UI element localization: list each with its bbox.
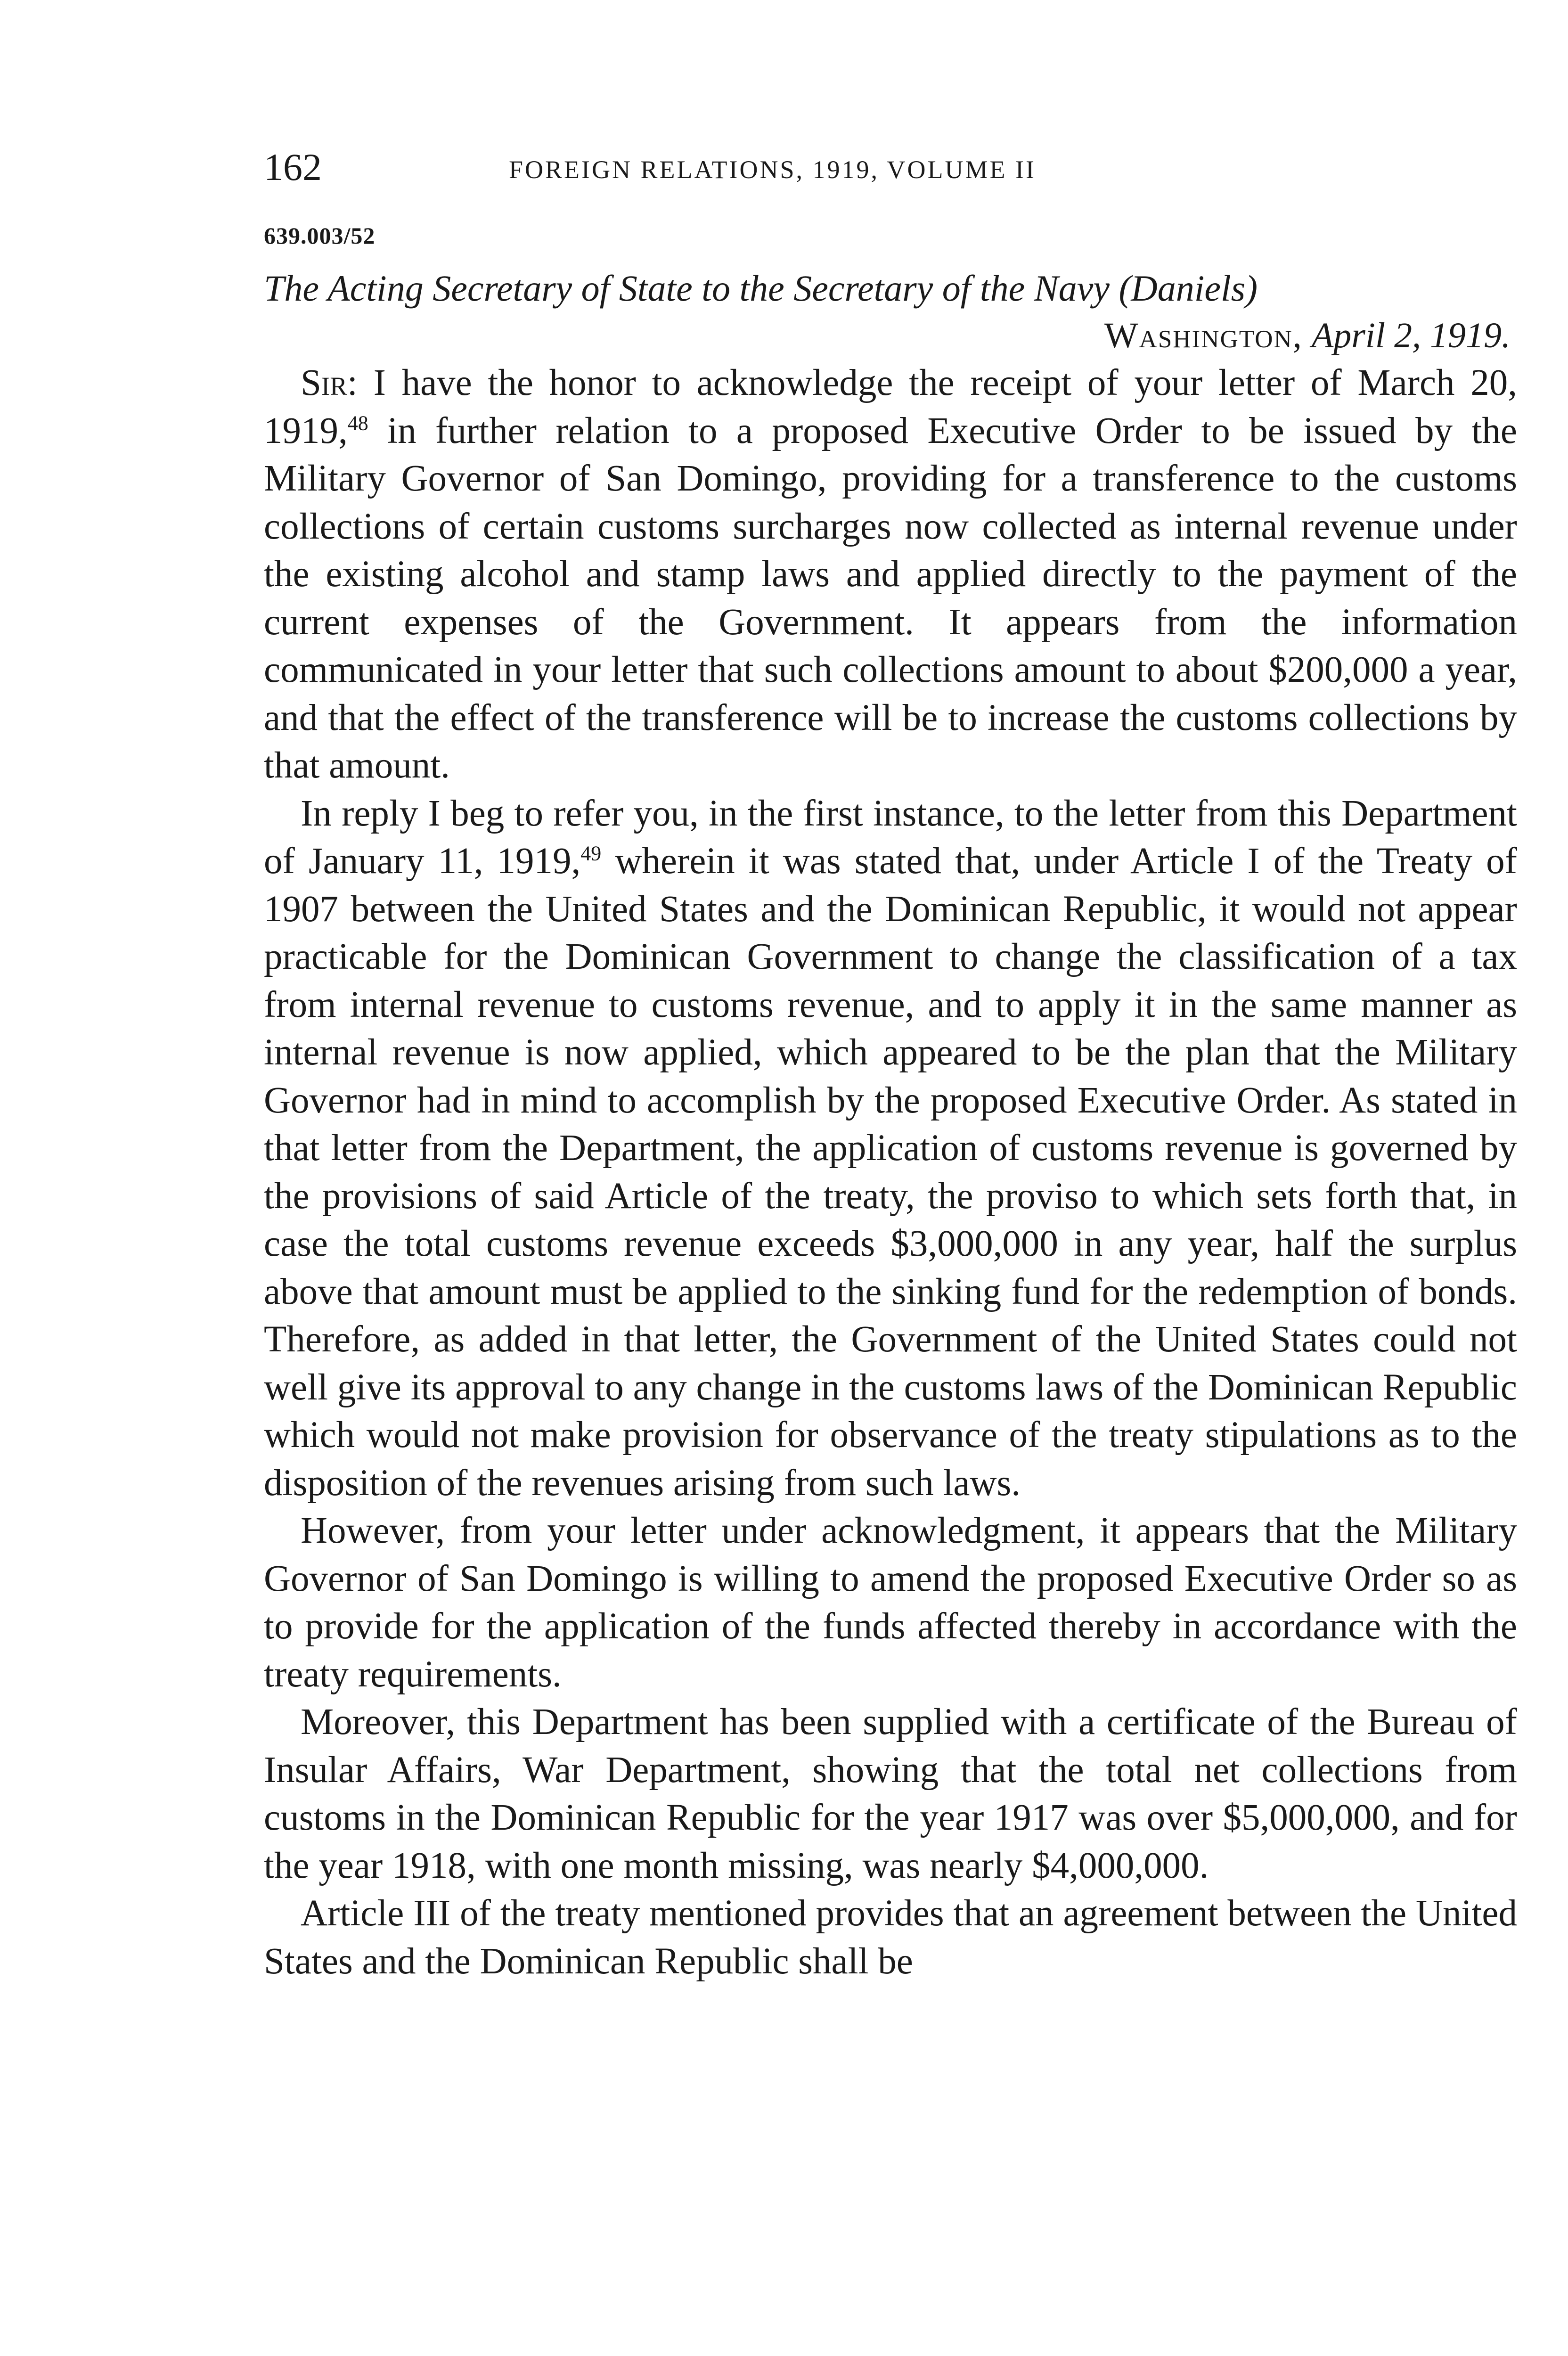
paragraph-3: However, from your letter under acknowledgment, it appears that the Military Governor of San Domingo is willing to amend the proposed Executive Order so as to provide for the application of the funds affected thereby in accordance with the treaty requirements.	[264, 1510, 1517, 1695]
paragraph-5: Article III of the treaty mentioned provides that an agreement between the United States and the Dominican Republic shall be	[264, 1893, 1517, 1982]
file-number: 639.003/52	[264, 222, 376, 249]
document-title: The Acting Secretary of State to the Secretary of the Navy (Daniels)	[264, 268, 1258, 309]
letter-body	[264, 359, 1517, 1985]
dateline-place: Washington,	[1104, 316, 1303, 355]
dateline-date: April 2, 1919.	[1311, 316, 1511, 355]
paragraph-1	[264, 359, 1517, 790]
page-number: 162	[264, 146, 322, 188]
footnote-ref-49: 49	[580, 842, 602, 865]
paragraph-2-text-b: wherein it was stated that, under Article I of the Treaty of 1907 between the United States and the Dominican Republic, it would not appear practicable for the Dominican Government to change the classification of a tax from internal revenue to customs revenue, and to apply it in the same manner as internal revenue is now applied, which appeared to be the plan that the Military Governor had in mind to accomplish by the proposed Executive Order. As stated in that letter from the Department, the application of customs revenue is governed by the provisions of said Article of the treaty, the proviso to which sets forth that, in case the total customs revenue exceeds $3,000,000 in any year, half the surplus above that amount must be applied to the sinking fund for the redemption of bonds. Therefore, as added in that letter, the Government of the United States could not well give its approval to any change in the customs laws of the Dominican Republic which would not make provision for observance of the treaty stipulations as to the disposition of the revenues arising from such laws.	[264, 841, 1517, 1504]
running-title: FOREIGN RELATIONS, 1919, VOLUME II	[509, 155, 1036, 184]
paragraph-4: Moreover, this Department has been supplied with a certificate of the Bureau of Insular Affairs, War Department, showing that the total net collections from customs in the Dominican Republic for the year 1917 was over $5,000,000, and for the year 1918, with one month missing, was nearly $4,000,000.	[264, 1702, 1517, 1886]
running-head	[264, 141, 1517, 193]
document-page	[264, 141, 1517, 1985]
footnote-ref-48: 48	[347, 411, 368, 435]
paragraph-2	[264, 790, 1517, 1507]
paragraph-1-text-b: in further relation to a proposed Executive Order to be issued by the Military Governor of San Domingo, providing for a transference to the customs collections of certain customs surcharges now collected as internal revenue under the existing alcohol and stamp laws and applied directly to the payment of the current expenses of the Government. It appears from the information communicated in your letter that such collections amount to about $200,000 a year, and that the effect of the transference will be to increase the customs collections by that amount.	[264, 410, 1517, 786]
paragraph-1-text-a: I have the honor to acknowledge the receipt of your letter of March 20, 1919,	[264, 362, 1517, 451]
paragraph-2-text-a: In reply I beg to refer you, in the first instance, to the letter from this Department of January 11, 1919,	[264, 793, 1517, 882]
salutation: Sir:	[301, 362, 358, 403]
dateline	[264, 312, 1517, 359]
